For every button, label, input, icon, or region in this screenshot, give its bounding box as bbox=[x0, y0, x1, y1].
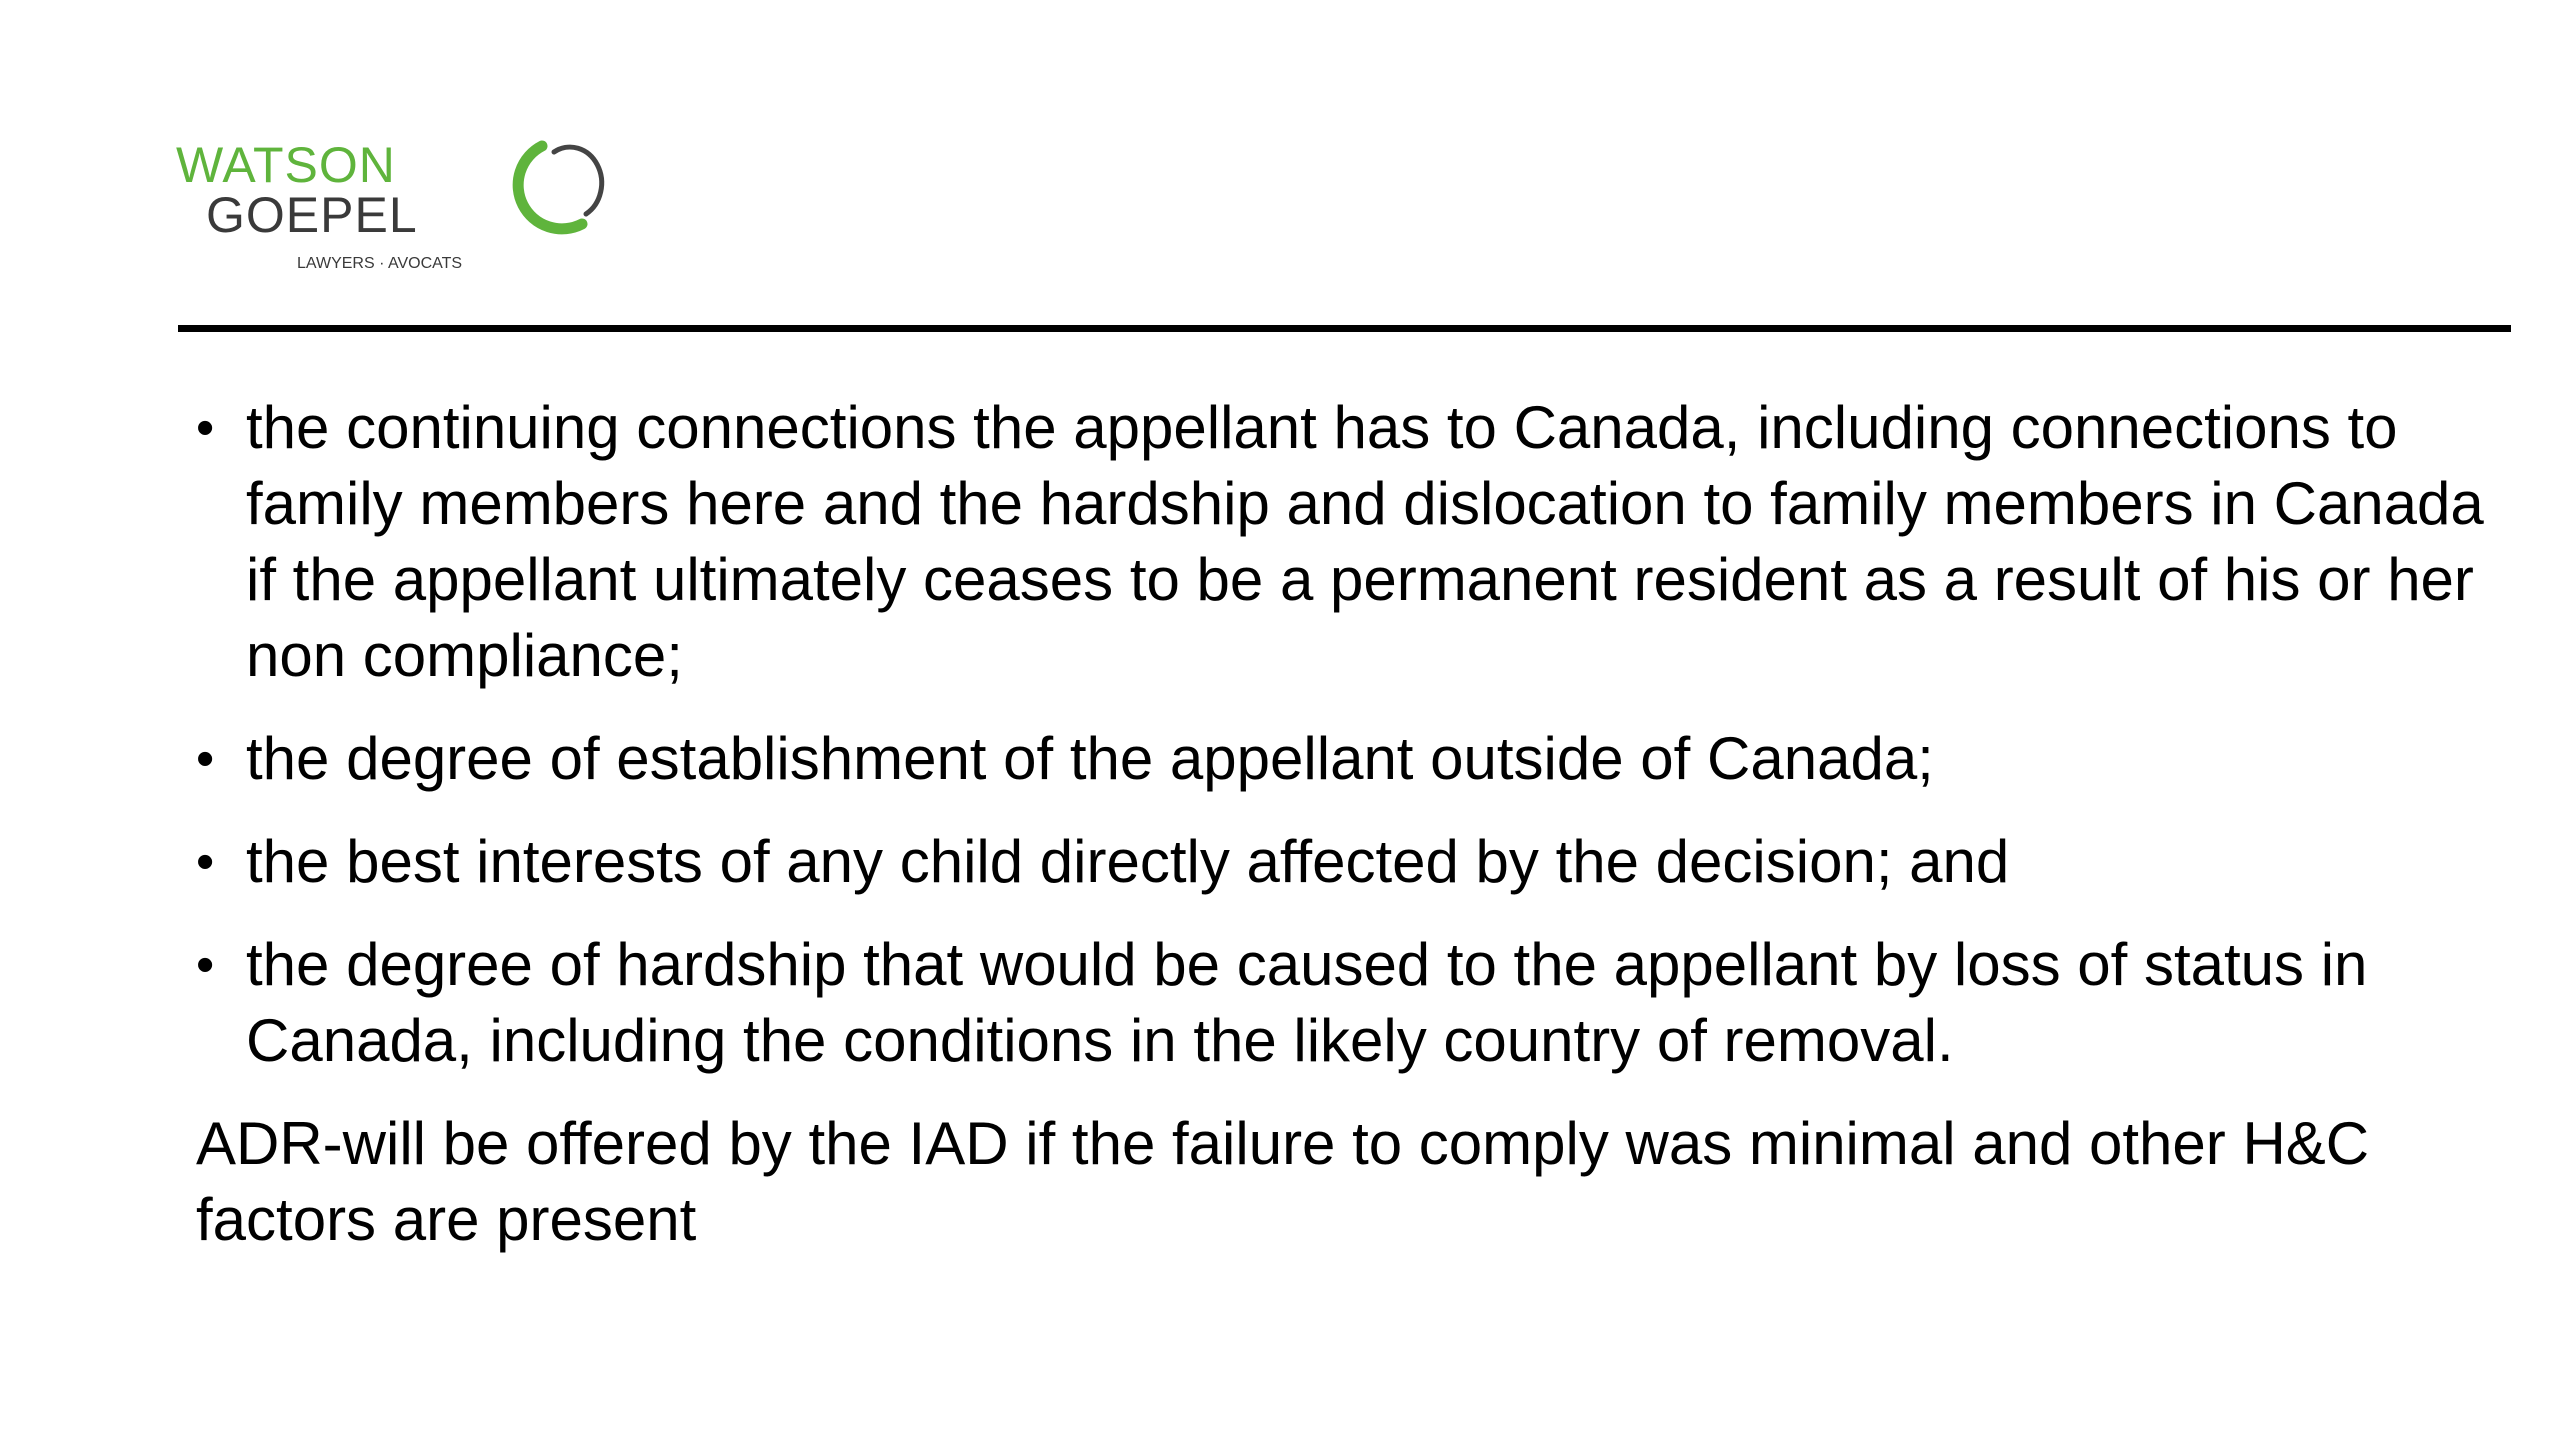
bullet-icon: • bbox=[196, 833, 215, 891]
list-item bbox=[196, 390, 2496, 694]
bullet-text: the degree of establishment of the appellant outside of Canada; bbox=[246, 725, 1934, 792]
logo-line2: GOEPEL bbox=[206, 187, 418, 243]
logo-line1: WATSON bbox=[176, 140, 396, 193]
logo-graphic bbox=[176, 140, 616, 280]
bullet-icon: • bbox=[196, 399, 215, 457]
closing-paragraph: ADR-will be offered by the IAD if the failure to comply was minimal and other H&C factors are present bbox=[196, 1110, 2370, 1253]
bullet-text: the best interests of any child directly affected by the decision; and bbox=[246, 828, 2010, 895]
bullet-text: the degree of hardship that would be caused to the appellant by loss of status in Canada, including the conditions in the likely country of removal. bbox=[246, 931, 2368, 1074]
bullet-list bbox=[196, 390, 2496, 1079]
list-item bbox=[196, 927, 2496, 1079]
slide-body bbox=[196, 390, 2496, 1258]
watson-goepel-logo bbox=[176, 140, 616, 280]
logo-arc-icon bbox=[518, 146, 602, 229]
list-item bbox=[196, 824, 2496, 900]
list-item bbox=[196, 721, 2496, 797]
bullet-text: the continuing connections the appellant has to Canada, including connections to family members here and the hardship and dislocation to family members in Canada if the appellant ultimately ceases to be a permanent resident as a result of his or her non compliance; bbox=[246, 394, 2484, 689]
header-divider bbox=[178, 325, 2511, 332]
bullet-icon: • bbox=[196, 936, 215, 994]
logo-tagline: LAWYERS · AVOCATS bbox=[297, 255, 463, 272]
bullet-icon: • bbox=[196, 730, 215, 788]
